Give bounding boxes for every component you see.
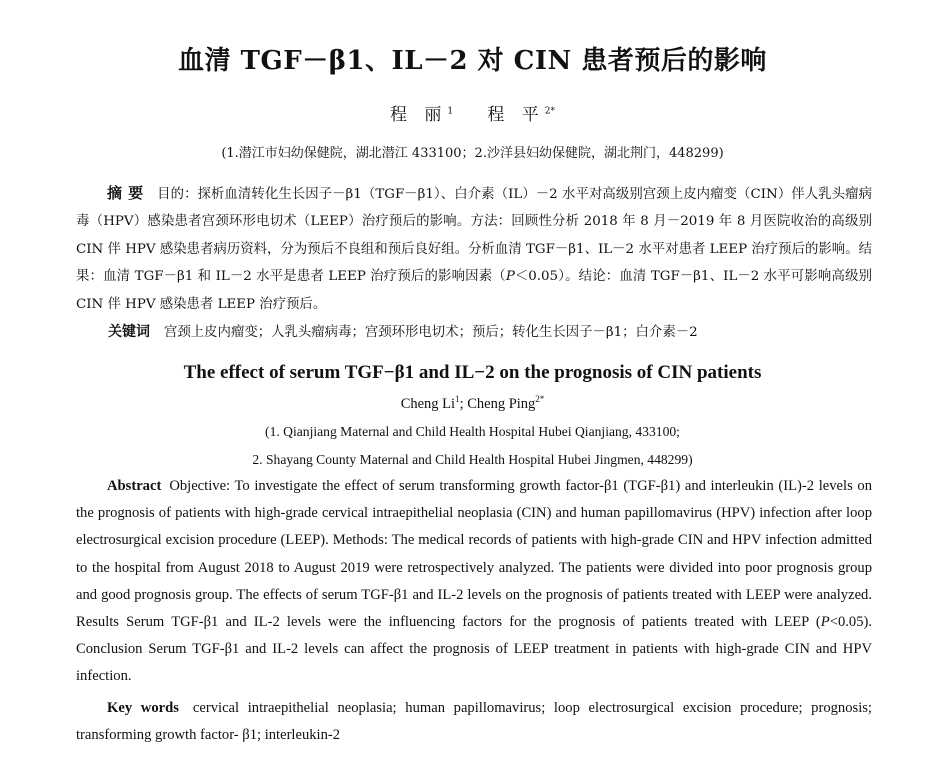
english-keywords-label: Key words: [107, 700, 179, 716]
chinese-author-1-sup: 1: [447, 106, 454, 117]
chinese-author-2-sup: 2*: [544, 106, 555, 117]
english-abstract-p-symbol: P: [820, 614, 830, 631]
english-affiliation-2: 2. Shayang County Maternal and Child Health Hospital Hubei Jingmen, 448299): [252, 452, 693, 467]
english-abstract-text-2: <0.05). Conclusion Serum TGF-β1 and IL-2 levels can affect the prognosis of LEEP treatment in patients with high-grade CIN and HPV infection.: [76, 614, 872, 685]
chinese-abstract-text-1: 目的：探析血清转化生长因子－β1（TGF－β1）、白介素（IL）－2 水平对高级别宫颈上皮内瘤变（CIN）伴人乳头瘤病毒（HPV）感染患者宫颈环形电切术（LEEP）治疗预后的影响。方法：回顾性分析 2018 年 8 月－2019 年 8 月医院收治的高级别 CIN 伴 HPV 感染患者病历资料，分为预后不良组和预后良好组。分析血清 TGF－β1、IL－2 水平对患者 LEEP 治疗预后的影响。结果：血清 TGF－β1 和 IL－2 水平是患者 LEEP 治疗预后的影响因素（: [76, 187, 872, 285]
english-keywords-text: cervical intraepithelial neoplasia; human papillomavirus; loop electrosurgical excision procedure; prognosis; transforming growth factor- β1; interleukin-2: [76, 700, 872, 744]
english-authors: [0, 394, 945, 413]
english-title: The effect of serum TGF−β1 and IL−2 on the prognosis of CIN patients: [183, 362, 762, 383]
english-abstract-text-1: Objective: To investigate the effect of serum transforming growth factor-β1 (TGF-β1) and interleukin (IL)-2 levels on the prognosis of patients with high-grade cervical intraepithelial neoplasia (CIN) and human papillomavirus (HPV) infection after loop electrosurgical excision procedure (LEEP). Methods: The medical records of patients with high-grade CIN and HPV infection admitted to the hospital from August 2018 to August 2019 were retrospectively analyzed. The patients were divided into poor prognosis group and good prognosis group. The effects of serum TGF-β1 and IL-2 levels on the prognosis of patients treated with LEEP were analyzed. Results Serum TGF-β1 and IL-2 levels were the influencing factors for the prognosis of patients treated with LEEP (: [76, 478, 872, 631]
chinese-abstract-text-2: ＜0.05）。结论：血清 TGF－β1、IL－2 水平可影响高级别 CIN 伴 HPV 感染患者 LEEP 治疗预后。: [76, 269, 872, 312]
english-abstract-label: Abstract: [107, 478, 162, 494]
chinese-keywords-label: 关键词: [108, 324, 150, 340]
english-abstract: [76, 473, 872, 691]
chinese-abstract-p-symbol: P: [505, 269, 515, 285]
english-author-1: Cheng Li: [400, 395, 456, 412]
chinese-keywords-text: 宫颈上皮内瘤变；人乳头瘤病毒；宫颈环形电切术；预后；转化生长因子－β1；白介素－2: [164, 325, 698, 340]
chinese-title: 血清 TGF－β1、IL－2 对 CIN 患者预后的影响: [178, 46, 767, 76]
chinese-authors: [0, 100, 945, 125]
chinese-keywords: [108, 320, 872, 345]
english-author-2-sup: 2*: [535, 394, 545, 404]
chinese-author-1: 程 丽: [390, 105, 448, 125]
english-author-2: ; Cheng Ping: [459, 395, 536, 412]
english-keywords: [76, 695, 872, 749]
chinese-author-2: 程 平: [487, 105, 545, 125]
chinese-abstract-label: 摘要: [107, 184, 150, 202]
english-affiliation-1: (1. Qianjiang Maternal and Child Health Hospital Hubei Qianjiang, 433100;: [265, 424, 680, 439]
chinese-affiliation: (1.潜江市妇幼保健院，湖北潜江 433100；2.沙洋县妇幼保健院，湖北荆门，448299): [221, 146, 724, 161]
english-author-1-sup: 1: [455, 394, 460, 404]
chinese-abstract: [76, 180, 872, 318]
